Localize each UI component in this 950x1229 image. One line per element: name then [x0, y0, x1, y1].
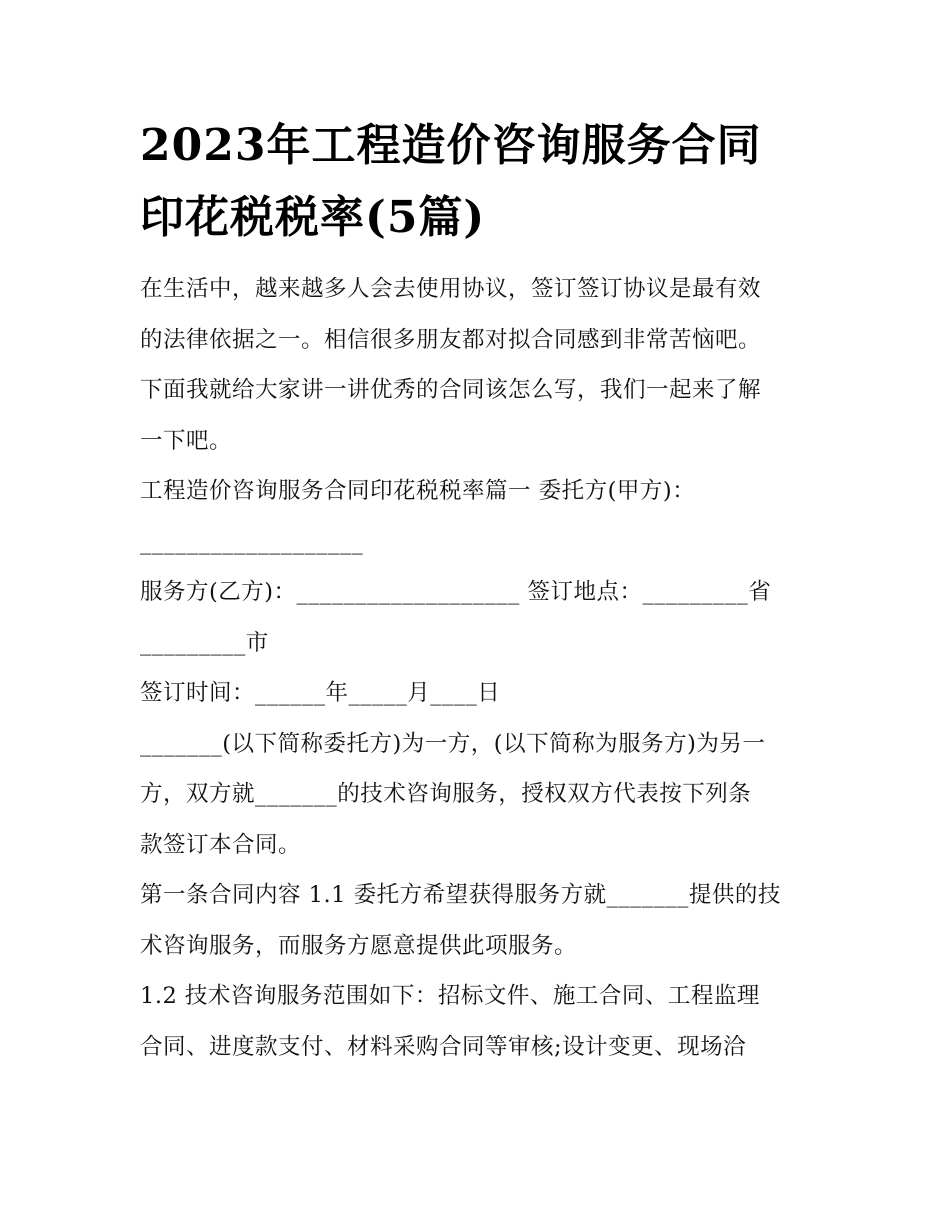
service-scope-paragraph: 1.2 技术咨询服务范围如下：招标文件、施工合同、工程监理 合同、进度款支付、材料采购合同等审核;设计变更、现场洽 — [140, 983, 760, 1060]
signing-date-paragraph: 签订时间：______年_____月____日 — [140, 680, 501, 706]
document-title: 2023年工程造价咨询服务合同 印花税税率(5篇) — [140, 120, 762, 243]
service-party-paragraph: 服务方(乙方)：___________________ 签订地点：_________省 _________市 — [140, 579, 772, 656]
intro-paragraph: 在生活中，越来越多人会去使用协议，签订签订协议是最有效 的法律依据之一。相信很多朋友都对拟合同感到非常苦恼吧。 下面我就给大家讲一讲优秀的合同该怎么写，我们一起来了解 一下吧。 — [140, 276, 762, 454]
document-body — [140, 110, 820, 1072]
article-one-paragraph: 第一条合同内容 1.1 委托方希望获得服务方就_______提供的技 术咨询服务，而服务方愿意提供此项服务。 — [140, 882, 781, 959]
parties-agreement-paragraph: _______(以下简称委托方)为一方，(以下简称为服务方)为另一 方，双方就_______的技术咨询服务，授权双方代表按下列条 款签订本合同。 — [140, 730, 766, 858]
section-one-heading-paragraph: 工程造价咨询服务合同印花税税率篇一 委托方(甲方)： ___________________ — [140, 478, 696, 555]
